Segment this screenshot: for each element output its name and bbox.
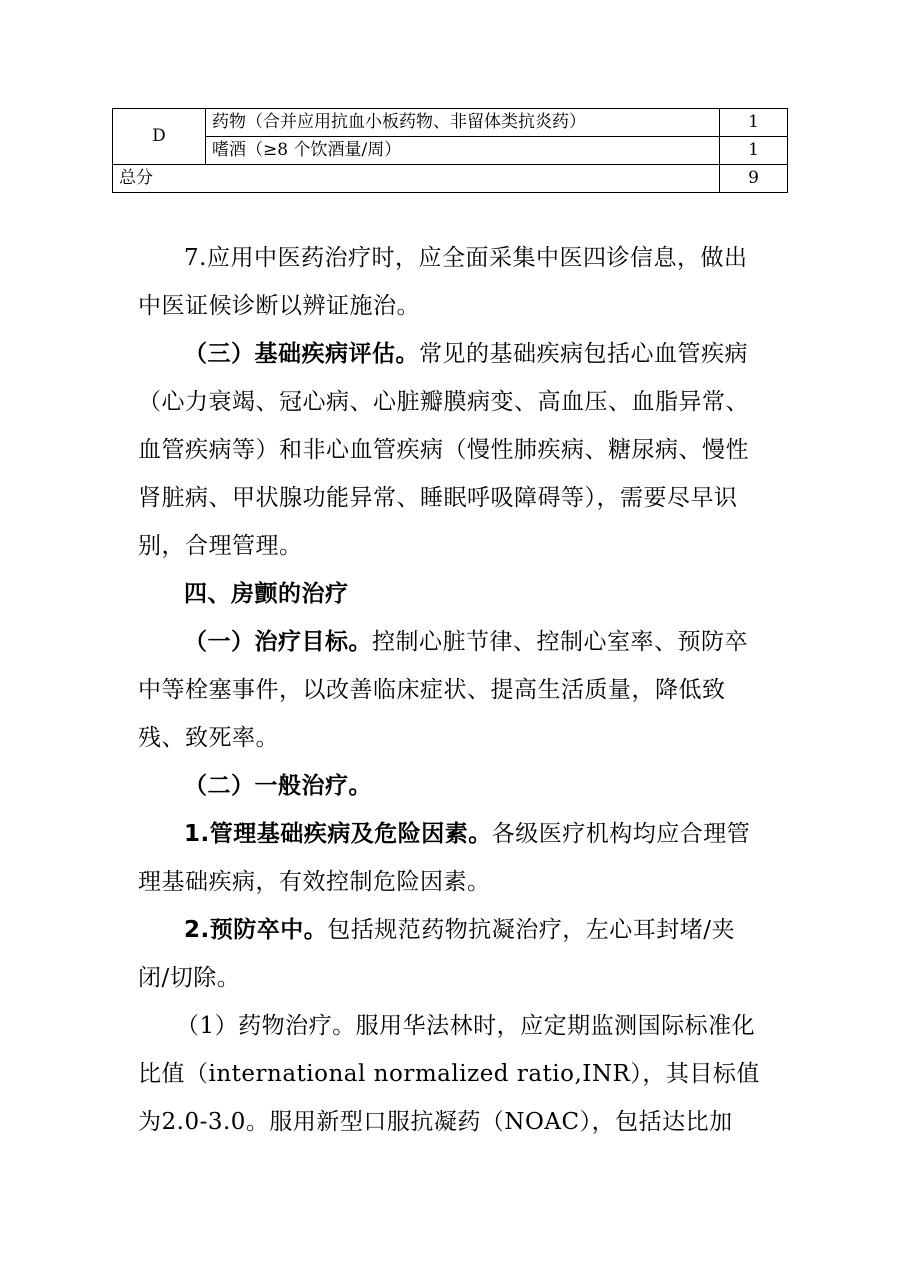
risk-item: 药物（合并应用抗血小板药物、非留体类抗炎药） [206, 109, 720, 137]
item-1-text: 各级医疗机构均应合理管理基础疾病，有效控制危险因素。 [138, 821, 751, 895]
category-code: D [113, 109, 206, 165]
sub-item-1-paragraph: （1）药物治疗。服用华法林时，应定期监测国际标准化比值（international normalized ratio,INR），其目标值为2.0-3.0。服用新型口服抗凝药（NOAC），包括达比加 [138, 1013, 760, 1135]
item-2-heading: 2.预防卒中。 [184, 917, 328, 943]
section-1-text: 控制心脏节律、控制心室率、预防卒中等栓塞事件，以改善临床症状、提高生活质量，降低致残、致死率。 [138, 629, 748, 751]
section-3-paragraph [138, 330, 766, 570]
total-score: 9 [720, 165, 788, 193]
item-2-text: 包括规范药物抗凝治疗，左心耳封堵/夹闭/切除。 [138, 917, 735, 991]
risk-score: 1 [720, 109, 788, 137]
section-2-heading: （二）一般治疗。 [184, 773, 372, 799]
risk-item: 嗜酒（≥8 个饮酒量/周） [206, 137, 720, 165]
section-4-heading: 四、房颤的治疗 [184, 581, 349, 607]
item-2-paragraph [138, 906, 766, 1002]
table-total-row [113, 165, 788, 193]
total-label: 总分 [113, 165, 720, 193]
table-row [113, 137, 788, 165]
paragraph-7: 7.应用中医药治疗时，应全面采集中医四诊信息，做出中医证候诊断以辨证施治。 [138, 245, 748, 319]
section-3-heading: （三）基础疾病评估。 [184, 341, 419, 367]
item-1-paragraph [138, 810, 766, 906]
section-1-paragraph [138, 618, 766, 762]
section-1-heading: （一）治疗目标。 [184, 629, 372, 655]
section-3-text: 常见的基础疾病包括心血管疾病（心力衰竭、冠心病、心脏瓣膜病变、高血压、血脂异常、血管疾病等）和非心血管疾病（慢性肺疾病、糖尿病、慢性肾脏病、甲状腺功能异常、睡眠呼吸障碍等），需要尽早识别，合理管理。 [138, 341, 749, 559]
risk-score: 1 [720, 137, 788, 165]
table-row [113, 109, 788, 137]
item-1-heading: 1.管理基础疾病及危险因素。 [184, 821, 492, 847]
bleeding-score-table [112, 108, 788, 193]
document-body [138, 234, 766, 1146]
